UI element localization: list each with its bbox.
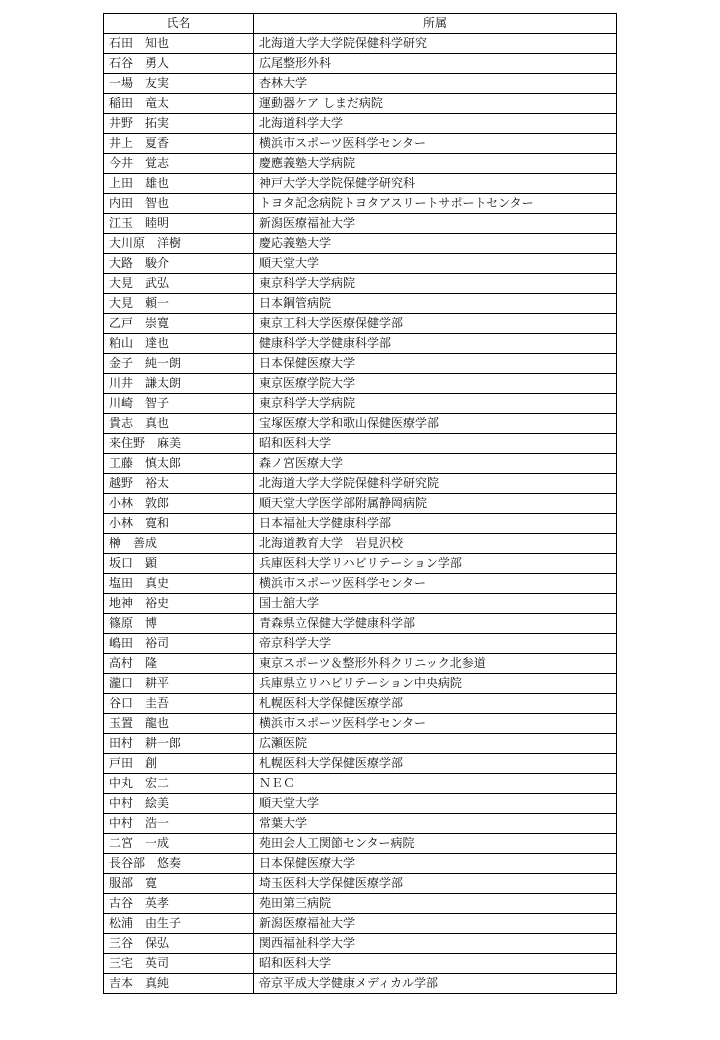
member-affiliation-cell: 国士舘大学 [254, 594, 617, 614]
member-affiliation-cell: 札幌医科大学保健医療学部 [254, 754, 617, 774]
member-name-cell: 長谷部 悠奏 [104, 854, 254, 874]
member-affiliation-cell: 横浜市スポーツ医科学センター [254, 134, 617, 154]
member-affiliation-cell: 東京医療学院大学 [254, 374, 617, 394]
member-affiliation-cell: 運動器ケア しまだ病院 [254, 94, 617, 114]
table-row [104, 834, 617, 854]
member-affiliation-cell: 東京科学大学病院 [254, 274, 617, 294]
table-row [104, 774, 617, 794]
table-row [104, 454, 617, 474]
table-row [104, 894, 617, 914]
member-name-cell: 坂口 顕 [104, 554, 254, 574]
table-row [104, 414, 617, 434]
member-affiliation-cell: 苑田会人工関節センター病院 [254, 834, 617, 854]
table-row [104, 814, 617, 834]
member-name-cell: 篠原 博 [104, 614, 254, 634]
member-name-cell: 川崎 智子 [104, 394, 254, 414]
table-row [104, 334, 617, 354]
member-affiliation-cell: 健康科学大学健康科学部 [254, 334, 617, 354]
member-affiliation-cell: トヨタ記念病院トヨタアスリートサポートセンター [254, 194, 617, 214]
member-name-cell: 江玉 睦明 [104, 214, 254, 234]
table-row [104, 294, 617, 314]
member-name-cell: 上田 雄也 [104, 174, 254, 194]
table-row [104, 574, 617, 594]
table-row [104, 694, 617, 714]
member-name-cell: 工藤 慎太郎 [104, 454, 254, 474]
member-affiliation-cell: ＮＥＣ [254, 774, 617, 794]
table-row [104, 914, 617, 934]
member-name-cell: 石谷 勇人 [104, 54, 254, 74]
member-affiliation-cell: 兵庫医科大学リハビリテーション学部 [254, 554, 617, 574]
member-affiliation-cell: 帝京科学大学 [254, 634, 617, 654]
member-name-cell: 井野 拓実 [104, 114, 254, 134]
table-row [104, 474, 617, 494]
member-affiliation-cell: 帝京平成大学健康メディカル学部 [254, 974, 617, 994]
table-row [104, 34, 617, 54]
name-column-header: 氏名 [104, 14, 254, 34]
table-row [104, 314, 617, 334]
table-row [104, 594, 617, 614]
member-name-cell: 大見 頼一 [104, 294, 254, 314]
member-name-cell: 越野 裕太 [104, 474, 254, 494]
member-affiliation-cell: 日本福祉大学健康科学部 [254, 514, 617, 534]
member-name-cell: 松浦 由生子 [104, 914, 254, 934]
member-name-cell: 中村 浩一 [104, 814, 254, 834]
table-row [104, 934, 617, 954]
member-name-cell: 古谷 英孝 [104, 894, 254, 914]
member-name-cell: 一場 友実 [104, 74, 254, 94]
member-affiliation-cell: 広瀬医院 [254, 734, 617, 754]
member-affiliation-cell: 東京工科大学医療保健学部 [254, 314, 617, 334]
table-row [104, 954, 617, 974]
member-affiliation-cell: 順天堂大学 [254, 254, 617, 274]
table-row [104, 854, 617, 874]
member-affiliation-cell: 苑田第三病院 [254, 894, 617, 914]
member-name-cell: 服部 寛 [104, 874, 254, 894]
table-row [104, 654, 617, 674]
table-body [104, 34, 617, 994]
table-row [104, 614, 617, 634]
member-affiliation-cell: 横浜市スポーツ医科学センター [254, 574, 617, 594]
member-affiliation-cell: 北海道教育大学 岩見沢校 [254, 534, 617, 554]
table-row [104, 254, 617, 274]
table-row [104, 494, 617, 514]
member-name-cell: 川井 謙太朗 [104, 374, 254, 394]
table-header-row [104, 14, 617, 34]
member-table [103, 13, 617, 994]
member-name-cell: 小林 敦郎 [104, 494, 254, 514]
member-name-cell: 地神 裕史 [104, 594, 254, 614]
member-affiliation-cell: 兵庫県立リハビリテーション中央病院 [254, 674, 617, 694]
member-name-cell: 吉本 真純 [104, 974, 254, 994]
member-affiliation-cell: 慶応義塾大学 [254, 234, 617, 254]
member-name-cell: 稲田 竜太 [104, 94, 254, 114]
member-name-cell: 中村 絵美 [104, 794, 254, 814]
member-name-cell: 金子 純一朗 [104, 354, 254, 374]
member-name-cell: 三宅 英司 [104, 954, 254, 974]
member-name-cell: 来住野 麻美 [104, 434, 254, 454]
member-name-cell: 内田 智也 [104, 194, 254, 214]
member-affiliation-cell: 青森県立保健大学健康科学部 [254, 614, 617, 634]
member-affiliation-cell: 新潟医療福祉大学 [254, 914, 617, 934]
member-name-cell: 三谷 保弘 [104, 934, 254, 954]
member-name-cell: 今井 覚志 [104, 154, 254, 174]
member-name-cell: 石田 知也 [104, 34, 254, 54]
member-name-cell: 瀧口 耕平 [104, 674, 254, 694]
member-affiliation-cell: 日本保健医療大学 [254, 854, 617, 874]
member-affiliation-cell: 杏林大学 [254, 74, 617, 94]
member-name-cell: 小林 寛和 [104, 514, 254, 534]
member-affiliation-cell: 慶應義塾大学病院 [254, 154, 617, 174]
member-name-cell: 乙戸 崇寛 [104, 314, 254, 334]
member-affiliation-cell: 順天堂大学 [254, 794, 617, 814]
table-row [104, 354, 617, 374]
table-row [104, 794, 617, 814]
affiliation-column-header: 所属 [254, 14, 617, 34]
member-name-cell: 貴志 真也 [104, 414, 254, 434]
member-affiliation-cell: 北海道科学大学 [254, 114, 617, 134]
member-affiliation-cell: 神戸大学大学院保健学研究科 [254, 174, 617, 194]
table-row [104, 74, 617, 94]
member-name-cell: 田村 耕一郎 [104, 734, 254, 754]
table-row [104, 174, 617, 194]
member-name-cell: 井上 夏香 [104, 134, 254, 154]
member-affiliation-cell: 宝塚医療大学和歌山保健医療学部 [254, 414, 617, 434]
table-row [104, 234, 617, 254]
member-affiliation-cell: 新潟医療福祉大学 [254, 214, 617, 234]
member-affiliation-cell: 昭和医科大学 [254, 954, 617, 974]
member-name-cell: 大川原 洋樹 [104, 234, 254, 254]
member-affiliation-cell: 札幌医科大学保健医療学部 [254, 694, 617, 714]
table-row [104, 274, 617, 294]
member-affiliation-cell: 北海道大学大学院保健科学研究院 [254, 474, 617, 494]
member-name-cell: 谷口 圭吾 [104, 694, 254, 714]
member-affiliation-cell: 日本保健医療大学 [254, 354, 617, 374]
table-row [104, 674, 617, 694]
table-row [104, 714, 617, 734]
table-row [104, 134, 617, 154]
member-name-cell: 嶋田 裕司 [104, 634, 254, 654]
table-row [104, 634, 617, 654]
table-row [104, 514, 617, 534]
member-affiliation-cell: 東京スポーツ＆整形外科クリニック北参道 [254, 654, 617, 674]
table-row [104, 94, 617, 114]
member-affiliation-cell: 昭和医科大学 [254, 434, 617, 454]
table-row [104, 114, 617, 134]
table-row [104, 434, 617, 454]
member-affiliation-cell: 埼玉医科大学保健医療学部 [254, 874, 617, 894]
table-row [104, 214, 617, 234]
member-affiliation-cell: 順天堂大学医学部附属静岡病院 [254, 494, 617, 514]
table-row [104, 754, 617, 774]
table-row [104, 154, 617, 174]
member-name-cell: 二宮 一成 [104, 834, 254, 854]
table-row [104, 554, 617, 574]
member-affiliation-cell: 横浜市スポーツ医科学センター [254, 714, 617, 734]
member-name-cell: 大見 武弘 [104, 274, 254, 294]
member-affiliation-cell: 関西福祉科学大学 [254, 934, 617, 954]
table-row [104, 54, 617, 74]
member-name-cell: 中丸 宏二 [104, 774, 254, 794]
table-row [104, 874, 617, 894]
table-row [104, 734, 617, 754]
member-affiliation-cell: 北海道大学大学院保健科学研究 [254, 34, 617, 54]
member-name-cell: 塩田 真史 [104, 574, 254, 594]
member-name-cell: 粕山 達也 [104, 334, 254, 354]
member-affiliation-cell: 森ノ宮医療大学 [254, 454, 617, 474]
member-name-cell: 榊 善成 [104, 534, 254, 554]
table-row [104, 534, 617, 554]
member-name-cell: 高村 隆 [104, 654, 254, 674]
member-name-cell: 大路 駿介 [104, 254, 254, 274]
table-row [104, 394, 617, 414]
table-row [104, 974, 617, 994]
member-affiliation-cell: 東京科学大学病院 [254, 394, 617, 414]
member-affiliation-cell: 広尾整形外科 [254, 54, 617, 74]
table-row [104, 374, 617, 394]
table-row [104, 194, 617, 214]
member-name-cell: 戸田 創 [104, 754, 254, 774]
member-affiliation-cell: 常葉大学 [254, 814, 617, 834]
member-name-cell: 玉置 龍也 [104, 714, 254, 734]
member-affiliation-cell: 日本鋼管病院 [254, 294, 617, 314]
